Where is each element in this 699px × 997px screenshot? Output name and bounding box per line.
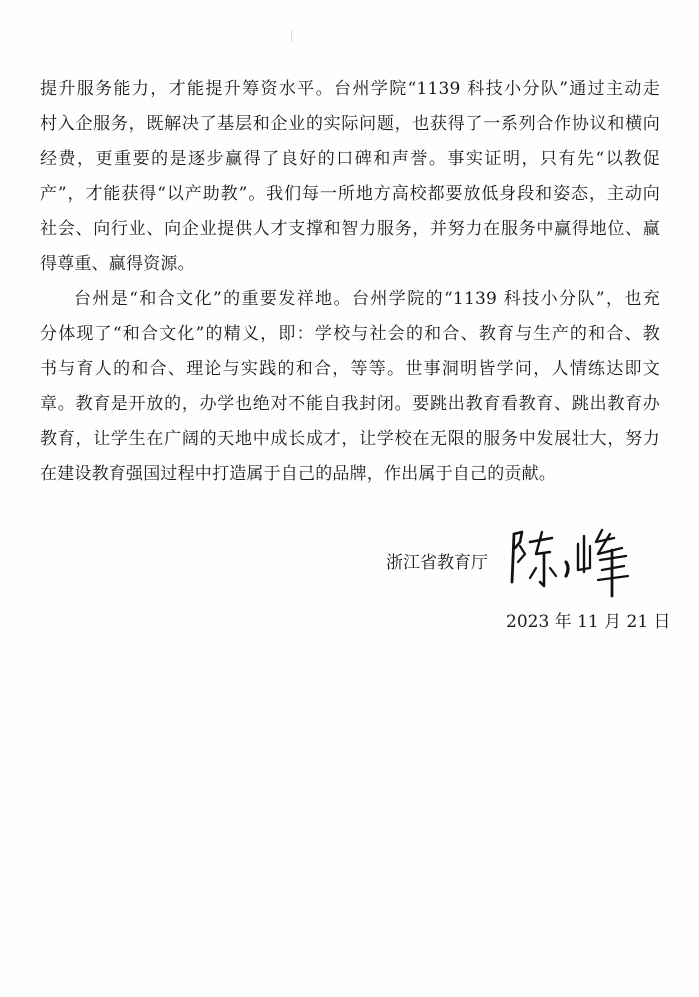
paragraph-1-line-5: 社会、向行业、向企业提供人才支撑和智力服务，并努力在服务中赢得地位、赢 xyxy=(40,219,660,239)
paragraph-1-line-4: 产”，才能获得“以产助教”。我们每一所地方高校都要放低身段和姿态，主动向 xyxy=(40,184,660,204)
paragraph-2-line-2: 分体现了“和合文化”的精义，即：学校与社会的和合、教育与生产的和合、教 xyxy=(40,324,660,344)
paragraph-1-line-1: 提升服务能力，才能提升筹资水平。台州学院“1139 科技小分队”通过主动走 xyxy=(40,79,660,99)
paragraph-2-line-1: 台州是“和合文化”的重要发祥地。台州学院的“1139 科技小分队”，也充 xyxy=(74,289,660,309)
scan-artifact xyxy=(291,30,292,42)
paragraph-1-line-2: 村入企服务，既解决了基层和企业的实际问题，也获得了一系列合作协议和横向 xyxy=(40,114,660,134)
signature-date: 2023 年 11 月 21 日 xyxy=(506,612,671,632)
handwritten-signature xyxy=(506,524,636,600)
paragraph-2-line-6: 在建设教育强国过程中打造属于自己的品牌，作出属于自己的贡献。 xyxy=(40,464,556,484)
paragraph-1-line-6: 得尊重、赢得资源。 xyxy=(40,254,195,274)
paragraph-2-line-4: 章。教育是开放的，办学也绝对不能自我封闭。要跳出教育看教育、跳出教育办 xyxy=(40,394,660,414)
paragraph-2-line-5: 教育，让学生在广阔的天地中成长成才，让学校在无限的服务中发展壮大，努力 xyxy=(40,429,660,449)
paragraph-1-line-3: 经费，更重要的是逐步赢得了良好的口碑和声誉。事实证明，只有先“以教促 xyxy=(40,149,660,169)
signature-organization: 浙江省教育厅 xyxy=(386,553,488,573)
paragraph-2-line-3: 书与育人的和合、理论与实践的和合，等等。世事洞明皆学问，人情练达即文 xyxy=(40,359,660,379)
